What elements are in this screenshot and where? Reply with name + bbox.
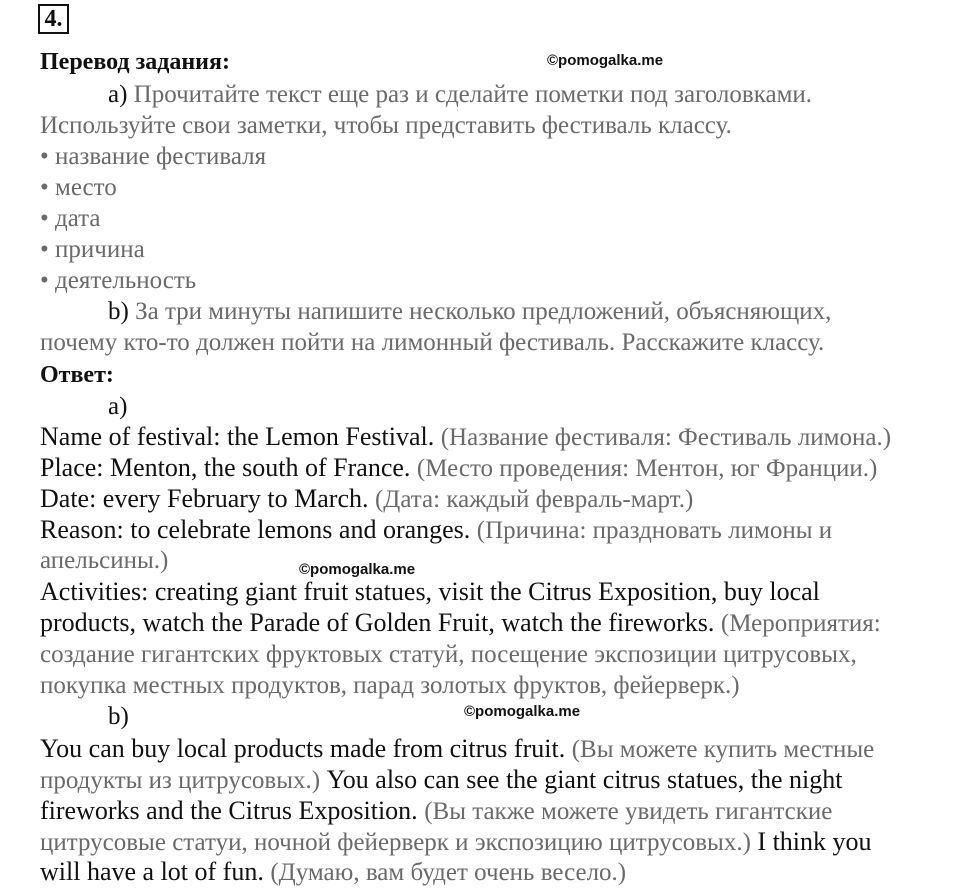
answer-b-ru: цитрусовые статуи, ночной фейерверк и экспозицию цитрусовых.) — [40, 829, 751, 856]
translation-a-label: a) — [108, 81, 128, 108]
answer-reason-line — [40, 514, 832, 546]
translation-b-text: За три минуты напишите несколько предложений, объясняющих, — [135, 298, 832, 325]
answer-activities-line-1: Activities: creating giant fruit statues, visit the Citrus Exposition, buy local — [40, 577, 820, 606]
answer-activities-ru: (Мероприятия: — [720, 610, 881, 637]
bullet-item: • место — [40, 174, 117, 201]
answer-b-en: fireworks and the Citrus Exposition. — [40, 796, 418, 825]
answer-name-ru: (Название фестиваля: Фестиваль лимона.) — [440, 424, 892, 451]
answer-b-en: I think you — [757, 827, 872, 856]
answer-reason-en: Reason: to celebrate lemons and oranges. — [40, 515, 471, 544]
answer-b-line-4 — [40, 826, 872, 858]
answer-a-label: a) — [108, 393, 128, 420]
answer-activities-ru-line-3: покупка местных продуктов, парад золотых фруктов, фейерверк.) — [40, 672, 740, 699]
answer-activities-line-2 — [40, 607, 881, 639]
translation-heading: Перевод задания: — [40, 49, 230, 75]
answer-reason-ru: (Причина: праздновать лимоны и — [476, 517, 833, 544]
answer-b-line-1 — [40, 733, 874, 765]
answer-name-line — [40, 421, 891, 453]
answer-b-en: You can buy local products made from citrus fruit. — [40, 734, 566, 763]
answer-place-line — [40, 452, 877, 484]
translation-a-line-2: Используйте свои заметки, чтобы представить фестиваль классу. — [40, 112, 732, 139]
answer-b-line-5 — [40, 856, 626, 888]
watermark: ©pomogalka.me — [299, 561, 416, 578]
answer-b-ru: продукты из цитрусовых.) — [40, 767, 321, 794]
translation-b-label: b) — [108, 298, 129, 325]
translation-b-line-1 — [108, 296, 831, 327]
translation-a-text: Прочитайте текст еще раз и сделайте пометки под заголовками. — [133, 81, 813, 108]
answer-activities-ru-line-2: создание гигантских фруктовых статуй, посещение экспозиции цитрусовых, — [40, 641, 857, 668]
answer-b-line-3 — [40, 795, 832, 827]
answer-place-en: Place: Menton, the south of France. — [40, 453, 411, 482]
answer-activities-en: products, watch the Parade of Golden Fruit, watch the fireworks. — [40, 608, 715, 637]
bullet-item: • причина — [40, 236, 145, 263]
bullet-item: • название фестиваля — [40, 143, 267, 170]
answer-b-ru: (Вы также можете увидеть гигантские — [424, 798, 833, 825]
bullet-item: • дата — [40, 205, 101, 232]
watermark: ©pomogalka.me — [464, 703, 581, 720]
answer-b-line-2 — [40, 764, 842, 796]
watermark: ©pomogalka.me — [547, 52, 664, 69]
translation-b-line-2: почему кто-то должен пойти на лимонный фестиваль. Расскажите классу. — [40, 329, 825, 356]
answer-b-ru: (Думаю, вам будет очень весело.) — [270, 859, 627, 886]
answer-b-ru: (Вы можете купить местные — [571, 736, 875, 763]
answer-reason-ru-cont: апельсины.) — [40, 547, 169, 574]
answer-place-ru: (Место проведения: Ментон, юг Франции.) — [416, 455, 878, 482]
answer-date-line — [40, 483, 693, 515]
answer-b-en: will have a lot of fun. — [40, 857, 264, 886]
task-number: 4. — [38, 4, 69, 34]
answer-b-label: b) — [108, 703, 129, 730]
answer-heading: Ответ: — [40, 362, 114, 388]
answer-b-en: You also can see the giant citrus statues, the night — [326, 765, 843, 794]
translation-a-line-1 — [108, 79, 812, 110]
answer-name-en: Name of festival: the Lemon Festival. — [40, 422, 435, 451]
answer-date-ru: (Дата: каждый февраль-март.) — [374, 486, 694, 513]
answer-date-en: Date: every February to March. — [40, 484, 369, 513]
bullet-item: • деятельность — [40, 267, 197, 294]
